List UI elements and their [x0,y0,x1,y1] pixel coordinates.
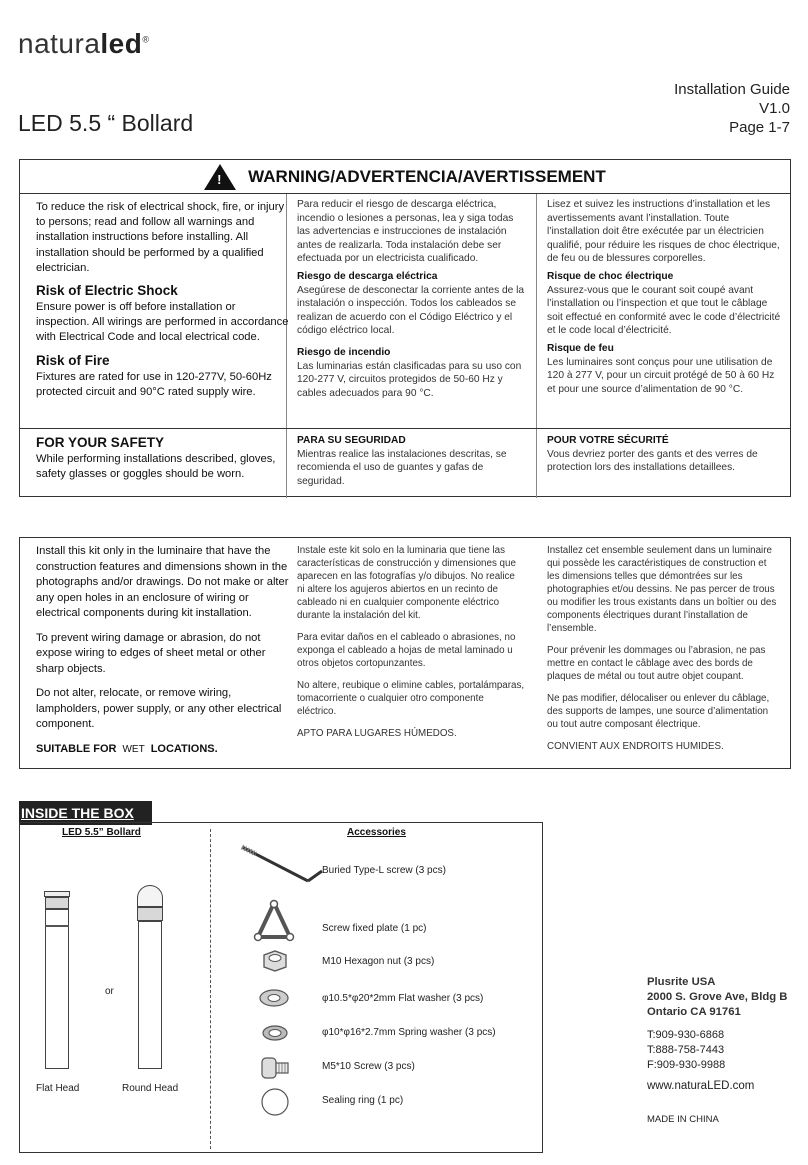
accessory-label: φ10*φ16*2.7mm Spring washer (3 pcs) [322,1027,496,1038]
fire-text-es: Las luminarias están clasificadas para su uso con 120-277 V, circuitos protegidos de 50-60 Hz y cables adecuados para 90 °C. [297,360,522,399]
shock-title-es: Riesgo de descarga eléctrica [297,270,438,282]
install-fr-p3: Ne pas modifier, délocaliser ou enlever du câblage, des supports de lampes, une source d’alimentation ou tout autre composant électrique. [547,693,770,730]
fire-title-es: Riesgo de incendio [297,346,391,358]
fire-text-fr: Les luminaires sont conçus pour une utilisation de 120 à 277 V, pour un circuit protégé de 50 à 60 Hz et pour une source d’alimentation de 90 °C. [547,356,775,395]
accessory-label: Sealing ring (1 pc) [322,1095,404,1106]
round-head-label: Round Head [122,1083,179,1094]
safety-title-en: FOR YOUR SAFETY [36,435,165,450]
fire-title-fr: Risque de feu [547,342,614,354]
divider [20,428,790,429]
suitable-note: SUITABLE FOR WET LOCATIONS. [36,742,218,755]
install-es-p3: No altere, reubique o elimine cables, portalámparas, tomacorriente o cualquier otro componente eléctrico. [297,680,525,717]
inside-box-panel [19,822,543,1153]
page-title: LED 5.5 “ Bollard [18,110,194,136]
install-fr-p1: Installez cet ensemble seulement dans un luminaire qui possède les caractéristiques de construction et les dimensions telles que démontrées sur les photographies et/ou dessins. Ne pas percer de trous ou modifier les trous existants dans un boîtier ou des components électriques durant l’installation de l’ensemble. [547,545,777,634]
accessory-label: M10 Hexagon nut (3 pcs) [322,956,435,967]
install-es [297,544,525,749]
safety-es [297,434,525,488]
install-en-p1: Install this kit only in the luminaire that have the construction features and dimensions shown in the photographs and/or drawings. Do not make or alter any open holes in an enclosure of wiring or electrical components during kit installation. [36,545,289,619]
flat-head-label: Flat Head [36,1083,80,1094]
fax: F:909-930-9988 [647,1059,726,1071]
warning-en-intro: To reduce the risk of electrical shock, fire, or injury to persons; read and follow all warnings and installation instructions before installing. All installation should be performed by a qualified electrician. [36,201,285,274]
phone: T:909-930-6868 [647,1029,725,1041]
warning-fr [547,198,781,396]
shock-text-es: Asegúrese de desconectar la corriente antes de la instalación o inspección. Todos los cableados se realizan de acuerdo con el Código Eléctrico y el código eléctrico local. [297,284,525,337]
flat-washer-icon [258,987,290,1009]
safety-text-es: Mientras realice las instalaciones descritas, se recomienda el uso de guantes y gafas de seguridad. [297,448,507,487]
accessories-title: Accessories [347,827,406,838]
safety-text-fr: Vous devriez porter des gants et des verres de protection lors des installations detaillees. [547,448,758,474]
warning-box [19,159,791,497]
safety-title-es: PARA SU SEGURIDAD [297,435,406,446]
screw-icon [260,1055,292,1081]
warning-icon: ! [204,164,236,190]
guide-line: V1.0 [759,100,790,117]
accessory-label: Buried Type-L screw (3 pcs) [322,865,446,876]
shock-title-en: Risk of Electric Shock [36,283,178,299]
install-fr [547,544,781,762]
shock-title-fr: Risque de choc électrique [547,270,674,282]
bollard-title: LED 5.5” Bollard [62,827,141,838]
phone: T:888-758-7443 [647,1044,725,1056]
warning-heading: WARNING/ADVERTENCIA/AVERTISSEMENT [248,166,606,186]
install-en [36,544,290,757]
fire-title-en: Risk of Fire [36,352,110,368]
install-fr-p4: CONVIENT AUX ENDROITS HUMIDES. [547,741,724,752]
spring-washer-icon [260,1022,290,1044]
safety-fr [547,434,781,475]
hex-nut-icon [260,949,290,973]
or-label: or [105,986,114,997]
shock-text-fr: Assurez-vous que le courant soit coupé avant l’installation ou l’inspection et que tout le câblage soit effectué en conformité avec le code d’électricité et le code local d’électricité. [547,284,781,337]
guide-info [674,80,790,137]
divider [536,194,537,498]
install-fr-p2: Pour prévenir les dommages ou l’abrasion, ne pas mettre en contact le câblage avec des bords de plaques de métal ou tout autre objet coupant. [547,645,766,682]
accessory-label: M5*10 Screw (3 pcs) [322,1061,415,1072]
address-line: Ontario CA 91761 [647,1006,741,1018]
accessory-label: φ10.5*φ20*2mm Flat washer (3 pcs) [322,993,484,1004]
warning-fr-intro: Lisez et suivez les instructions d’installation et les avertissements avant l’installation. Toute l’installation doit être exécutée par un électricien qualifié, pour réduire les risques de choc électrique, de feu ou de blessures corporelles. [547,199,780,265]
made-in: MADE IN CHINA [647,1114,719,1125]
brand-logo: naturaled® [18,28,150,59]
website: www.naturaLED.com [647,1080,755,1092]
address-line: 2000 S. Grove Ave, Bldg B [647,991,788,1003]
company-address [647,975,787,1020]
company-phones [647,1028,725,1073]
accessory-label: Screw fixed plate (1 pc) [322,923,427,934]
warning-es [297,198,525,400]
warning-header [20,160,790,194]
warning-en [36,200,290,400]
inside-box-tab: INSIDE THE BOX [19,801,152,825]
safety-en [36,434,290,482]
install-es-p1: Instale este kit solo en la luminaria que tiene las características de construcción y dimensiones que aparecen en las fotografías y/o dibujos. No realice ni altere los agujeros abiertos en un recinto de cableado ni en cualquier componente eléctrico durante la instalación del kit. [297,545,516,621]
plate-icon [252,899,296,943]
company-name: Plusrite USA [647,976,716,988]
divider [210,829,211,1149]
guide-line: Page 1-7 [729,119,790,136]
safety-text-en: While performing installations described, gloves, safety glasses or goggles should be worn. [36,453,276,481]
safety-title-fr: POUR VOTRE SÉCURITÉ [547,435,669,446]
guide-line: Installation Guide [674,81,790,98]
shock-text-en: Ensure power is off before installation or inspection. All wirings are performed in accordance with Electrical Code and local electrical code. [36,301,289,344]
install-en-p2: To prevent wiring damage or abrasion, do not expose wiring to edges of sheet metal or other sharp objects. [36,631,266,675]
fire-text-en: Fixtures are rated for use in 120-277V, 50-60Hz protected circuit and 90°C rated supply wire. [36,370,272,398]
install-es-p4: APTO PARA LUGARES HÚMEDOS. [297,728,457,739]
warning-es-intro: Para reducir el riesgo de descarga eléctrica, incendio o lesiones a personas, lea y siga todas las advertencias e instrucciones de instalación antes de realizarla. Toda instalación debe ser efectuada por un electricista cualificado. [297,199,514,265]
sealing-ring-icon [260,1087,290,1117]
install-en-p3: Do not alter, relocate, or remove wiring, lampholders, power supply, or any other electrical component. [36,687,282,730]
l-screw-icon [238,843,328,893]
install-es-p2: Para evitar daños en el cableado o abrasiones, no exponga el cableado a hojas de metal laminado u otros objetos cortopunzantes. [297,632,516,669]
install-box [19,537,791,769]
